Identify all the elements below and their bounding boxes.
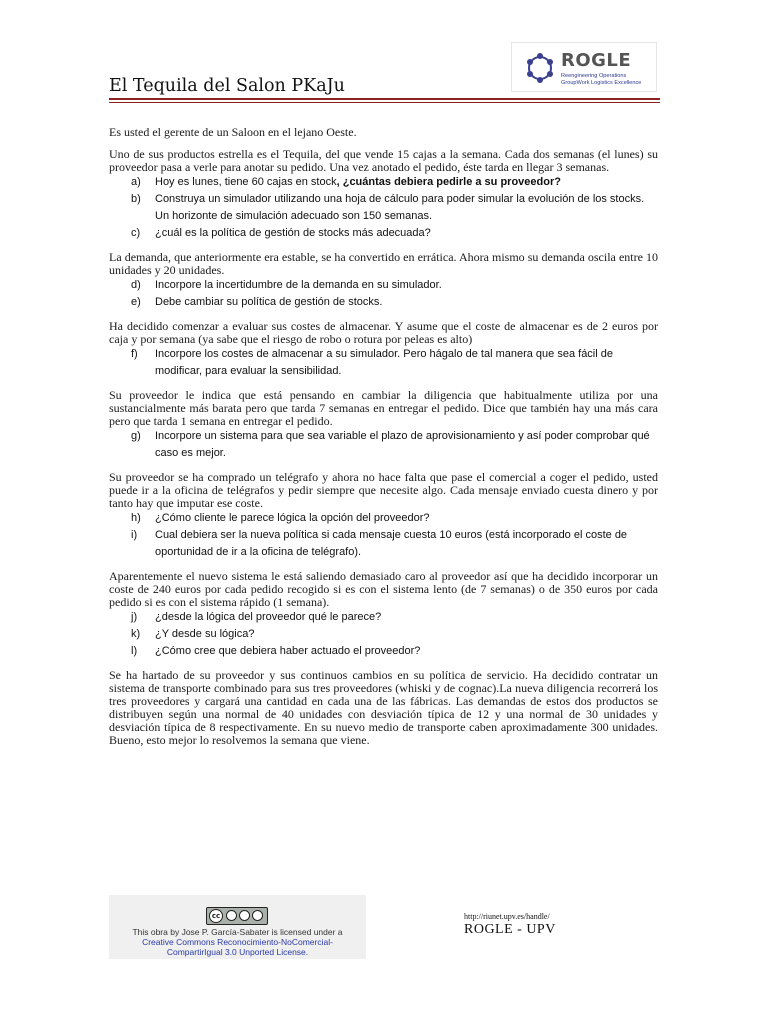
paragraph-combined-transport: Se ha hartado de su proveedor y sus continuos cambios en su política de servicio. Ha decidido contratar un sistema de transporte combinado para sus tres proveedores (whiski y de cognac).La nueva diligencia recorrerá los tres proveedores y cargará una cantidad en cada una de las fábricas. Las demandas de estos dos productos se distribuyen según una normal de 40 unidades con desviación típica de 12 y una normal de 30 unidades y desviación típica de 8 respectivamente. En su nuevo medio de transporte caben aproximadamente 300 unidades. Bueno, esto mejor lo resolvemos la semana que viene. <box>109 668 658 747</box>
item-text: ¿Y desde su lógica? <box>155 628 255 640</box>
list-item-a <box>109 174 658 191</box>
paragraph-supplier-change: Su proveedor le indica que está pensando en cambiar la diligencia que habitualmente utiliza por una sustancialmente más barata pero que tarda 7 semanas en entregar el pedido. Dice que también hay una más cara pero que tarda 1 semana en entregar el pedido. <box>109 388 658 428</box>
title-rule <box>109 98 660 100</box>
item-text: Incorpore la incertidumbre de la demanda en su simulador. <box>155 279 442 291</box>
item-text: ¿Cómo cliente le parece lógica la opción del proveedor? <box>155 512 430 524</box>
item-text: ¿cuál es la política de gestión de stocks más adecuada? <box>155 227 431 239</box>
item-label: a) <box>131 176 141 188</box>
list-item-d <box>109 277 658 294</box>
paragraph-intro: Es usted el gerente de un Saloon en el lejano Oeste. <box>109 125 357 139</box>
item-text: Incorpore un sistema para que sea variable el plazo de aprovisionamiento y así poder comprobar qué caso es mejor. <box>155 430 650 459</box>
paragraph-demand: La demanda, que anteriormente era estable, se ha convertido en errática. Ahora mismo su demanda oscila entre 10 unidades y 20 unidades. <box>109 250 658 277</box>
license-text <box>109 927 366 957</box>
item-label: k) <box>131 628 141 640</box>
item-label: j) <box>131 611 138 623</box>
license-author: This obra by Jose P. García-Sabater <box>132 927 270 937</box>
item-text: Incorpore los costes de almacenar a su simulador. Pero hágalo de tal manera que sea fácil de modificar, para evaluar la sensibilidad. <box>155 348 613 377</box>
rogle-logo <box>511 42 657 92</box>
item-label: i) <box>131 529 138 541</box>
list-item-k <box>109 626 658 643</box>
list-item-f <box>109 346 658 380</box>
logo-tagline <box>561 73 657 87</box>
logo-tag-line2: GroupWork Logistics Excellence <box>561 79 642 86</box>
list-item-c <box>109 225 658 242</box>
item-label: e) <box>131 296 141 308</box>
item-label: b) <box>131 193 141 205</box>
paragraph-telegraph: Su proveedor se ha comprado un telégrafo y ahora no hace falta que pase el comercial a coger el pedido, usted puede ir a la oficina de telégrafos y pedir siempre que necesite algo. Cada mensaje enviado cuesta dinero y por tanto hay que imputar ese coste. <box>109 470 658 510</box>
item-text: Debe cambiar su política de gestión de stocks. <box>155 296 383 308</box>
list-item-h <box>109 510 658 527</box>
list-item-j <box>109 609 658 626</box>
item-label: l) <box>131 645 138 657</box>
list-item-i <box>109 527 658 561</box>
item-text: Cual debiera ser la nueva política si cada mensaje cuesta 10 euros (está incorporado el coste de oportunidad de ir a la oficina de telégrafo). <box>155 529 628 558</box>
license-phrase: is licensed under a <box>269 927 343 937</box>
paragraph-order-cost: Aparentemente el nuevo sistema le está saliendo demasiado caro al proveedor así que ha decidido incorporar un coste de 240 euros por cada pedido recogido si es con el sistema lento (de 7 semanas) o de 350 euros por cada pedido si es con el sistema rápido (1 semana). <box>109 569 658 609</box>
license-link-line2[interactable]: CompartirIgual 3.0 Unported License. <box>166 947 309 957</box>
title-rule-thin <box>109 102 660 103</box>
creative-commons-badge-icon[interactable]: cc <box>206 907 268 925</box>
item-label: f) <box>131 348 138 360</box>
paragraph-storage-costs: Ha decidido comenzar a evaluar sus costes de almacenar. Y asume que el coste de almacenar es de 2 euros por caja y por semana (ya sabe que el riesgo de robo o rotura por peleas es alto) <box>109 319 658 346</box>
document-title: El Tequila del Salon PKaJu <box>109 76 345 96</box>
paragraph-tequila: Uno de sus productos estrella es el Tequila, del que vende 15 cajas a la semana. Cada dos semanas (el lunes) su proveedor pasa a verle para anotar su pedido. Una vez anotado el pedido, éste tarda en llegar 3 semanas. <box>109 147 658 174</box>
logo-tag-line1: Reengineering Operations <box>561 73 627 79</box>
list-item-b <box>109 191 658 225</box>
document-body <box>109 126 658 747</box>
logo-name: ROGLE <box>561 50 632 71</box>
item-text-bold: , ¿cuántas debiera pedirle a su proveedor? <box>336 176 561 188</box>
item-text: ¿Cómo cree que debiera haber actuado el proveedor? <box>155 645 421 657</box>
list-item-l <box>109 643 658 660</box>
list-item-g <box>109 428 658 462</box>
item-label: c) <box>131 227 141 239</box>
item-label: g) <box>131 430 141 442</box>
rogle-ring-icon <box>524 52 556 84</box>
item-label: d) <box>131 279 141 291</box>
footer-org: ROGLE - UPV <box>464 922 556 937</box>
repository-url[interactable]: http://riunet.upv.es/handle/ <box>464 912 550 921</box>
license-notice <box>109 895 366 959</box>
license-link-line1[interactable]: Creative Commons Reconocimiento-NoComercial- <box>142 937 333 947</box>
item-text: ¿desde la lógica del proveedor qué le parece? <box>155 611 382 623</box>
item-text: Hoy es lunes, tiene 60 cajas en stock <box>155 176 337 188</box>
item-text: Construya un simulador utilizando una hoja de cálculo para poder simular la evolución de los stocks. Un horizonte de simulación adecuado son 150 semanas. <box>155 193 645 222</box>
list-item-e <box>109 294 658 311</box>
item-label: h) <box>131 512 141 524</box>
